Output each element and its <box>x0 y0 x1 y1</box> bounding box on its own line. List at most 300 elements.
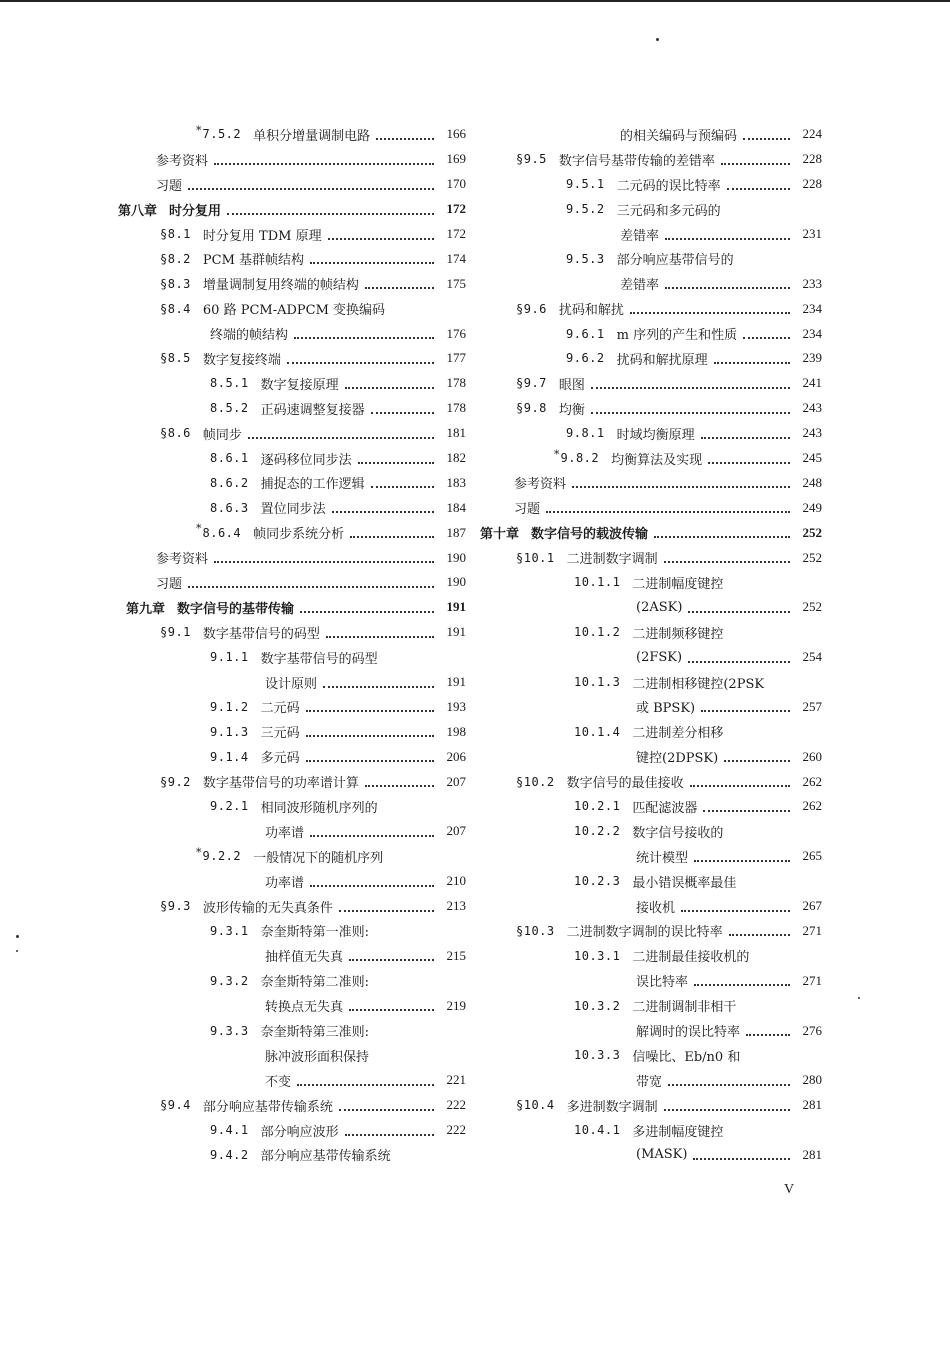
dot-leader <box>339 909 434 912</box>
entry-title: 数字复接终端 <box>202 352 281 368</box>
toc-entry <box>118 744 466 769</box>
entry-page-number: 267 <box>802 898 822 914</box>
section-number: §10.3 <box>516 923 555 938</box>
entry-title: 一般情况下的随机序列 <box>253 850 384 866</box>
entry-title: 匹配滤波器 <box>632 800 698 816</box>
entry-title: 接收机 <box>636 900 676 916</box>
entry-page-number: 248 <box>802 474 822 490</box>
entry-page-number: 243 <box>802 425 822 441</box>
entry-title: 数字信号基带传输的差错率 <box>558 153 715 169</box>
scan-speck <box>16 935 19 938</box>
toc-entry <box>118 545 466 570</box>
section-number: 10.4.1 <box>574 1123 621 1138</box>
dot-leader <box>297 1083 434 1086</box>
dot-leader <box>306 734 434 737</box>
dot-leader <box>326 635 434 638</box>
entry-page-number: 184 <box>446 499 466 515</box>
entry-page-number: 172 <box>446 201 466 217</box>
section-number: 9.3.1 <box>210 923 249 938</box>
toc-entry <box>480 993 822 1018</box>
entry-page-number: 169 <box>446 151 466 167</box>
entry-title: 差错率 <box>620 278 660 294</box>
entry-title: 误比特率 <box>636 975 689 991</box>
toc-entry <box>118 495 466 520</box>
section-number: 10.1.2 <box>574 625 621 640</box>
section-number: §9.5 <box>516 152 547 167</box>
scan-speck <box>16 950 18 952</box>
entry-title: 捕捉态的工作逻辑 <box>260 477 365 493</box>
entry-title: 键控(2DPSK) <box>636 751 719 767</box>
dot-leader <box>306 759 434 762</box>
toc-entry <box>480 346 822 371</box>
dot-leader <box>630 311 790 314</box>
section-number: §8.2 <box>160 251 191 266</box>
dot-leader <box>665 237 790 240</box>
entry-title: 功率谱 <box>265 825 305 841</box>
toc-entry <box>480 694 822 719</box>
entry-title: 眼图 <box>558 377 585 393</box>
dot-leader <box>701 709 790 712</box>
entry-title: 数字信号的最佳接收 <box>566 776 684 792</box>
entry-title: 数字基带信号的功率谱计算 <box>202 776 359 792</box>
dot-leader <box>727 187 790 190</box>
dot-leader <box>591 411 790 414</box>
entry-page-number: 249 <box>802 499 822 515</box>
toc-entry <box>118 147 466 172</box>
entry-title: 增量调制复用终端的帧结构 <box>202 278 359 294</box>
section-number: 10.1.4 <box>574 724 621 739</box>
entry-title: 解调时的误比特率 <box>636 1025 741 1040</box>
toc-entry <box>480 470 822 495</box>
toc-entry <box>118 570 466 595</box>
entry-title: 数字复接原理 <box>260 377 339 393</box>
section-number: §9.7 <box>516 376 547 391</box>
entry-title: 参考资料 <box>156 552 209 568</box>
entry-page-number: 207 <box>446 823 466 839</box>
entry-page-number: 176 <box>446 325 466 341</box>
entry-title: 数字基带信号的码型 <box>202 626 320 642</box>
entry-title: 波形传输的无失真条件 <box>202 900 333 916</box>
toc-entry <box>118 246 466 271</box>
dot-leader <box>287 361 434 364</box>
toc-entry <box>118 346 466 371</box>
section-number: 9.4.1 <box>210 1123 249 1138</box>
dot-leader <box>591 386 790 389</box>
entry-title: 二进制调制非相干 <box>632 1000 737 1016</box>
entry-page-number: 254 <box>802 649 822 665</box>
section-number: 8.5.2 <box>210 401 249 416</box>
entry-page-number: 187 <box>446 524 466 540</box>
section-number: §8.5 <box>160 351 191 366</box>
dot-leader <box>365 784 434 787</box>
entry-title: 扰码和解扰 <box>558 303 624 319</box>
toc-entry <box>118 446 466 471</box>
dot-leader <box>724 759 790 762</box>
entry-title: 最小错误概率最佳 <box>632 875 737 891</box>
toc-entry <box>480 371 822 396</box>
dot-leader <box>664 1108 790 1111</box>
dot-leader <box>668 1083 790 1086</box>
entry-title: 多元码 <box>260 751 300 767</box>
dot-leader <box>721 162 790 165</box>
entry-page-number: 190 <box>446 549 466 565</box>
section-number: 10.1.1 <box>574 575 621 590</box>
entry-title: 多进制幅度键控 <box>632 1124 724 1140</box>
entry-title: 的相关编码与预编码 <box>620 128 738 144</box>
entry-page-number: 213 <box>446 898 466 914</box>
toc-entry <box>480 968 822 993</box>
section-number: 9.8.1 <box>566 426 605 441</box>
entry-page-number: 281 <box>802 1146 822 1162</box>
section-number: 9.6.2 <box>566 351 605 366</box>
entry-title: 信噪比、Eb/n0 和 <box>632 1049 741 1065</box>
entry-page-number: 234 <box>802 325 822 341</box>
section-number: 10.2.3 <box>574 874 621 889</box>
entry-title: 时分复用 TDM 原理 <box>202 228 322 244</box>
section-number: §10.1 <box>516 550 555 565</box>
toc-entry <box>480 744 822 769</box>
entry-title: m 序列的产生和性质 <box>616 328 738 344</box>
chapter-number: 第八章 <box>118 203 158 219</box>
toc-entry <box>480 446 822 471</box>
entry-page-number: 233 <box>802 275 822 291</box>
entry-title: 数字基带信号的码型 <box>260 651 378 667</box>
entry-title: 奈奎斯特第一准则: <box>260 925 370 941</box>
entry-page-number: 178 <box>446 400 466 416</box>
section-number: §8.4 <box>160 301 191 316</box>
entry-title: 数字信号的基带传输 <box>177 601 295 617</box>
dot-leader <box>376 137 434 140</box>
entry-title: 二进制幅度键控 <box>632 576 724 592</box>
toc-entry <box>480 1043 822 1068</box>
toc-entry <box>118 172 466 197</box>
entry-page-number: 219 <box>446 997 466 1013</box>
section-number: §9.4 <box>160 1098 191 1113</box>
toc-entry <box>480 421 822 446</box>
toc-entry <box>118 769 466 794</box>
entry-page-number: 191 <box>446 624 466 640</box>
entry-title: 数字信号的载波传输 <box>531 527 649 543</box>
entry-title: 二进制相移键控(2PSK <box>632 676 765 692</box>
section-number: 9.8.2 <box>560 451 600 466</box>
dot-leader <box>743 336 790 339</box>
entry-title: 二进制数字调制 <box>566 552 658 568</box>
chapter-number: 第九章 <box>126 601 166 617</box>
toc-entry <box>480 122 822 147</box>
dot-leader <box>694 983 790 986</box>
dot-leader <box>664 560 790 563</box>
entry-title: 部分响应波形 <box>260 1124 339 1140</box>
dot-leader <box>310 834 434 837</box>
dot-leader <box>188 187 434 190</box>
section-number: §9.1 <box>160 625 191 640</box>
section-number: 9.6.1 <box>566 326 605 341</box>
entry-page-number: 215 <box>446 947 466 963</box>
section-number: §10.4 <box>516 1098 555 1113</box>
entry-page-number: 181 <box>446 425 466 441</box>
toc-entry <box>118 296 466 321</box>
toc-entry <box>480 570 822 595</box>
entry-title: 奈奎斯特第三准则: <box>260 1025 370 1040</box>
toc-entry <box>118 943 466 968</box>
entry-page-number: 280 <box>802 1072 822 1088</box>
section-number: 10.3.1 <box>574 948 621 963</box>
entry-title: 或 BPSK) <box>636 701 696 717</box>
section-number: 9.1.4 <box>210 749 249 764</box>
toc-entry <box>480 670 822 695</box>
entry-page-number: 170 <box>446 176 466 192</box>
toc-chapter-entry <box>118 197 466 222</box>
section-number: §9.2 <box>160 774 191 789</box>
toc-entry <box>118 993 466 1018</box>
entry-title: 统计模型 <box>636 850 689 866</box>
entry-page-number: 207 <box>446 773 466 789</box>
entry-page-number: 252 <box>802 524 822 540</box>
dot-leader <box>188 585 434 588</box>
entry-page-number: 222 <box>446 1097 466 1113</box>
entry-title: 60 路 PCM-ADPCM 变换编码 <box>202 303 386 319</box>
dot-leader <box>345 386 434 389</box>
entry-title: PCM 基群帧结构 <box>202 253 305 269</box>
toc-entry <box>118 968 466 993</box>
toc-entry <box>480 197 822 222</box>
entry-page-number: 166 <box>446 126 466 142</box>
toc-entry <box>118 396 466 421</box>
toc-entry <box>118 122 466 147</box>
entry-title: 时分复用 <box>169 203 222 219</box>
section-number: 9.3.3 <box>210 1023 249 1038</box>
entry-title: 转换点无失真 <box>265 1000 344 1016</box>
toc-entry <box>118 620 466 645</box>
dot-leader <box>332 510 434 513</box>
section-number: 9.2.1 <box>210 799 249 814</box>
toc-entry <box>118 869 466 894</box>
dot-leader <box>365 286 434 289</box>
toc-entry <box>480 296 822 321</box>
toc-entry <box>118 694 466 719</box>
entry-title: 部分响应基带信号的 <box>616 253 734 269</box>
section-number: 9.3.2 <box>210 973 249 988</box>
toc-entry <box>480 147 822 172</box>
entry-title: 部分响应基带传输系统 <box>202 1099 333 1115</box>
section-number: 7.5.2 <box>202 127 242 142</box>
section-number: 9.4.2 <box>210 1147 249 1162</box>
entry-title: 二元码的误比特率 <box>616 178 721 194</box>
entry-page-number: 241 <box>802 375 822 391</box>
dot-leader <box>306 709 434 712</box>
entry-title: 习题 <box>156 178 183 194</box>
entry-title: 参考资料 <box>514 477 567 493</box>
entry-page-number: 174 <box>446 250 466 266</box>
entry-title: 多进制数字调制 <box>566 1099 658 1115</box>
dot-leader <box>248 436 434 439</box>
dot-leader <box>349 1008 434 1011</box>
dot-leader <box>345 1133 434 1136</box>
entry-title: 数字信号接收的 <box>632 825 724 841</box>
toc-chapter-entry <box>480 520 822 545</box>
entry-page-number: 262 <box>802 798 822 814</box>
toc-entry <box>480 1143 822 1168</box>
dot-leader <box>310 261 434 264</box>
section-number: 10.3.3 <box>574 1048 621 1063</box>
section-number: 8.6.1 <box>210 451 249 466</box>
optional-section-marker: * <box>196 845 202 859</box>
entry-title: 扰码和解扰原理 <box>616 352 708 368</box>
entry-page-number: 231 <box>802 226 822 241</box>
toc-entry <box>118 919 466 944</box>
entry-title: 参考资料 <box>156 153 209 169</box>
dot-leader <box>694 859 790 862</box>
toc-entry <box>480 620 822 645</box>
dot-leader <box>294 336 434 339</box>
entry-title: 脉冲波形面积保持 <box>265 1049 370 1065</box>
toc-entry <box>480 396 822 421</box>
section-number: 9.1.2 <box>210 699 249 714</box>
entry-page-number: 234 <box>802 300 822 316</box>
section-number: 8.6.3 <box>210 500 249 515</box>
toc-entry <box>118 645 466 670</box>
toc-entry <box>118 1043 466 1068</box>
entry-page-number: 262 <box>802 773 822 789</box>
entry-page-number: 245 <box>802 450 822 466</box>
dot-leader <box>328 237 434 240</box>
entry-title: (2FSK) <box>636 649 683 665</box>
toc-entry <box>480 1093 822 1118</box>
toc-chapter-entry <box>118 595 466 620</box>
toc-entry <box>118 1068 466 1093</box>
entry-page-number: 183 <box>446 474 466 490</box>
entry-page-number: 175 <box>446 275 466 291</box>
entry-page-number: 257 <box>802 698 822 714</box>
toc-entry <box>480 1018 822 1043</box>
entry-title: 正码速调整复接器 <box>260 402 365 418</box>
toc-entry <box>480 545 822 570</box>
entry-title: 单积分增量调制电路 <box>253 128 371 144</box>
entry-page-number: 228 <box>802 151 822 167</box>
entry-page-number: 177 <box>446 350 466 366</box>
entry-title: 二进制差分相移 <box>632 726 724 742</box>
entry-page-number: 191 <box>446 674 466 690</box>
toc-entry <box>118 222 466 247</box>
dot-leader <box>701 436 790 439</box>
top-border-line <box>0 0 950 2</box>
entry-title: 帧同步 <box>202 427 242 443</box>
entry-page-number: 190 <box>446 574 466 590</box>
entry-page-number: 276 <box>802 1022 822 1038</box>
entry-title: 设计原则 <box>265 676 318 692</box>
dot-leader <box>358 461 434 464</box>
entry-title: 差错率 <box>620 228 660 244</box>
section-number: §8.1 <box>160 227 191 241</box>
entry-title: 终端的帧结构 <box>210 328 289 344</box>
dot-leader <box>690 784 790 787</box>
section-number: §8.6 <box>160 426 191 441</box>
entry-title: 二进制数字调制的误比特率 <box>566 925 723 941</box>
toc-entry <box>480 844 822 869</box>
dot-leader <box>708 461 790 464</box>
section-number: §8.3 <box>160 276 191 291</box>
section-number: §9.6 <box>516 301 547 316</box>
section-number: §9.8 <box>516 401 547 416</box>
section-number: 9.2.2 <box>202 849 242 864</box>
dot-leader <box>714 361 790 364</box>
toc-entry <box>118 321 466 346</box>
entry-page-number: 191 <box>446 599 466 615</box>
entry-title: 部分响应基带传输系统 <box>260 1149 391 1165</box>
entry-title: 均衡算法及实现 <box>611 452 703 468</box>
entry-page-number: 228 <box>802 176 822 192</box>
dot-leader <box>746 1033 790 1036</box>
entry-page-number: 243 <box>802 400 822 416</box>
entry-page-number: 239 <box>802 350 822 366</box>
dot-leader <box>300 610 434 613</box>
entry-page-number: 265 <box>802 848 822 864</box>
toc-entry <box>480 919 822 944</box>
toc-entry <box>480 769 822 794</box>
toc-entry <box>480 595 822 620</box>
dot-leader <box>665 286 790 289</box>
toc-entry <box>480 719 822 744</box>
entry-page-number: 252 <box>802 599 822 615</box>
toc-entry <box>480 1068 822 1093</box>
dot-leader <box>743 137 790 140</box>
entry-title: 功率谱 <box>265 875 305 891</box>
entry-title: 带宽 <box>636 1074 663 1090</box>
toc-entry <box>480 1118 822 1143</box>
entry-page-number: 193 <box>446 698 466 714</box>
toc-entry <box>118 271 466 296</box>
scan-speck <box>858 997 860 999</box>
entry-page-number: 271 <box>802 922 822 938</box>
toc-entry <box>480 943 822 968</box>
toc-entry <box>480 172 822 197</box>
toc-entry <box>118 520 466 545</box>
entry-title: 奈奎斯特第二准则: <box>260 975 370 991</box>
entry-title: 置位同步法 <box>260 502 326 518</box>
section-number: 9.5.2 <box>566 202 605 217</box>
entry-title: 不变 <box>265 1074 292 1090</box>
toc-entry <box>118 371 466 396</box>
dot-leader <box>214 560 434 563</box>
entry-page-number: 198 <box>446 723 466 739</box>
optional-section-marker: * <box>196 123 202 137</box>
entry-title: 二进制频移键控 <box>632 626 724 642</box>
entry-title: 时域均衡原理 <box>616 427 695 443</box>
page-number: V <box>784 1182 795 1197</box>
dot-leader <box>339 1108 434 1111</box>
entry-page-number: 281 <box>802 1097 822 1113</box>
dot-leader <box>227 212 434 215</box>
section-number: 9.5.1 <box>566 177 605 192</box>
entry-page-number: 210 <box>446 873 466 889</box>
toc-entry <box>118 1143 466 1168</box>
entry-title: 三元码 <box>260 726 300 742</box>
toc-entry <box>480 321 822 346</box>
section-number: 9.1.3 <box>210 724 249 739</box>
toc-entry <box>118 719 466 744</box>
scan-speck <box>656 38 659 41</box>
section-number: 8.5.1 <box>210 376 249 391</box>
entry-title: (2ASK) <box>636 599 683 615</box>
dot-leader <box>688 610 790 613</box>
entry-title: 三元码和多元码的 <box>616 203 721 219</box>
dot-leader <box>688 660 790 663</box>
dot-leader <box>310 884 434 887</box>
entry-title: 逐码移位同步法 <box>260 452 352 468</box>
dot-leader <box>323 685 434 688</box>
entry-page-number: 172 <box>446 226 466 241</box>
entry-title: 二元码 <box>260 701 300 717</box>
